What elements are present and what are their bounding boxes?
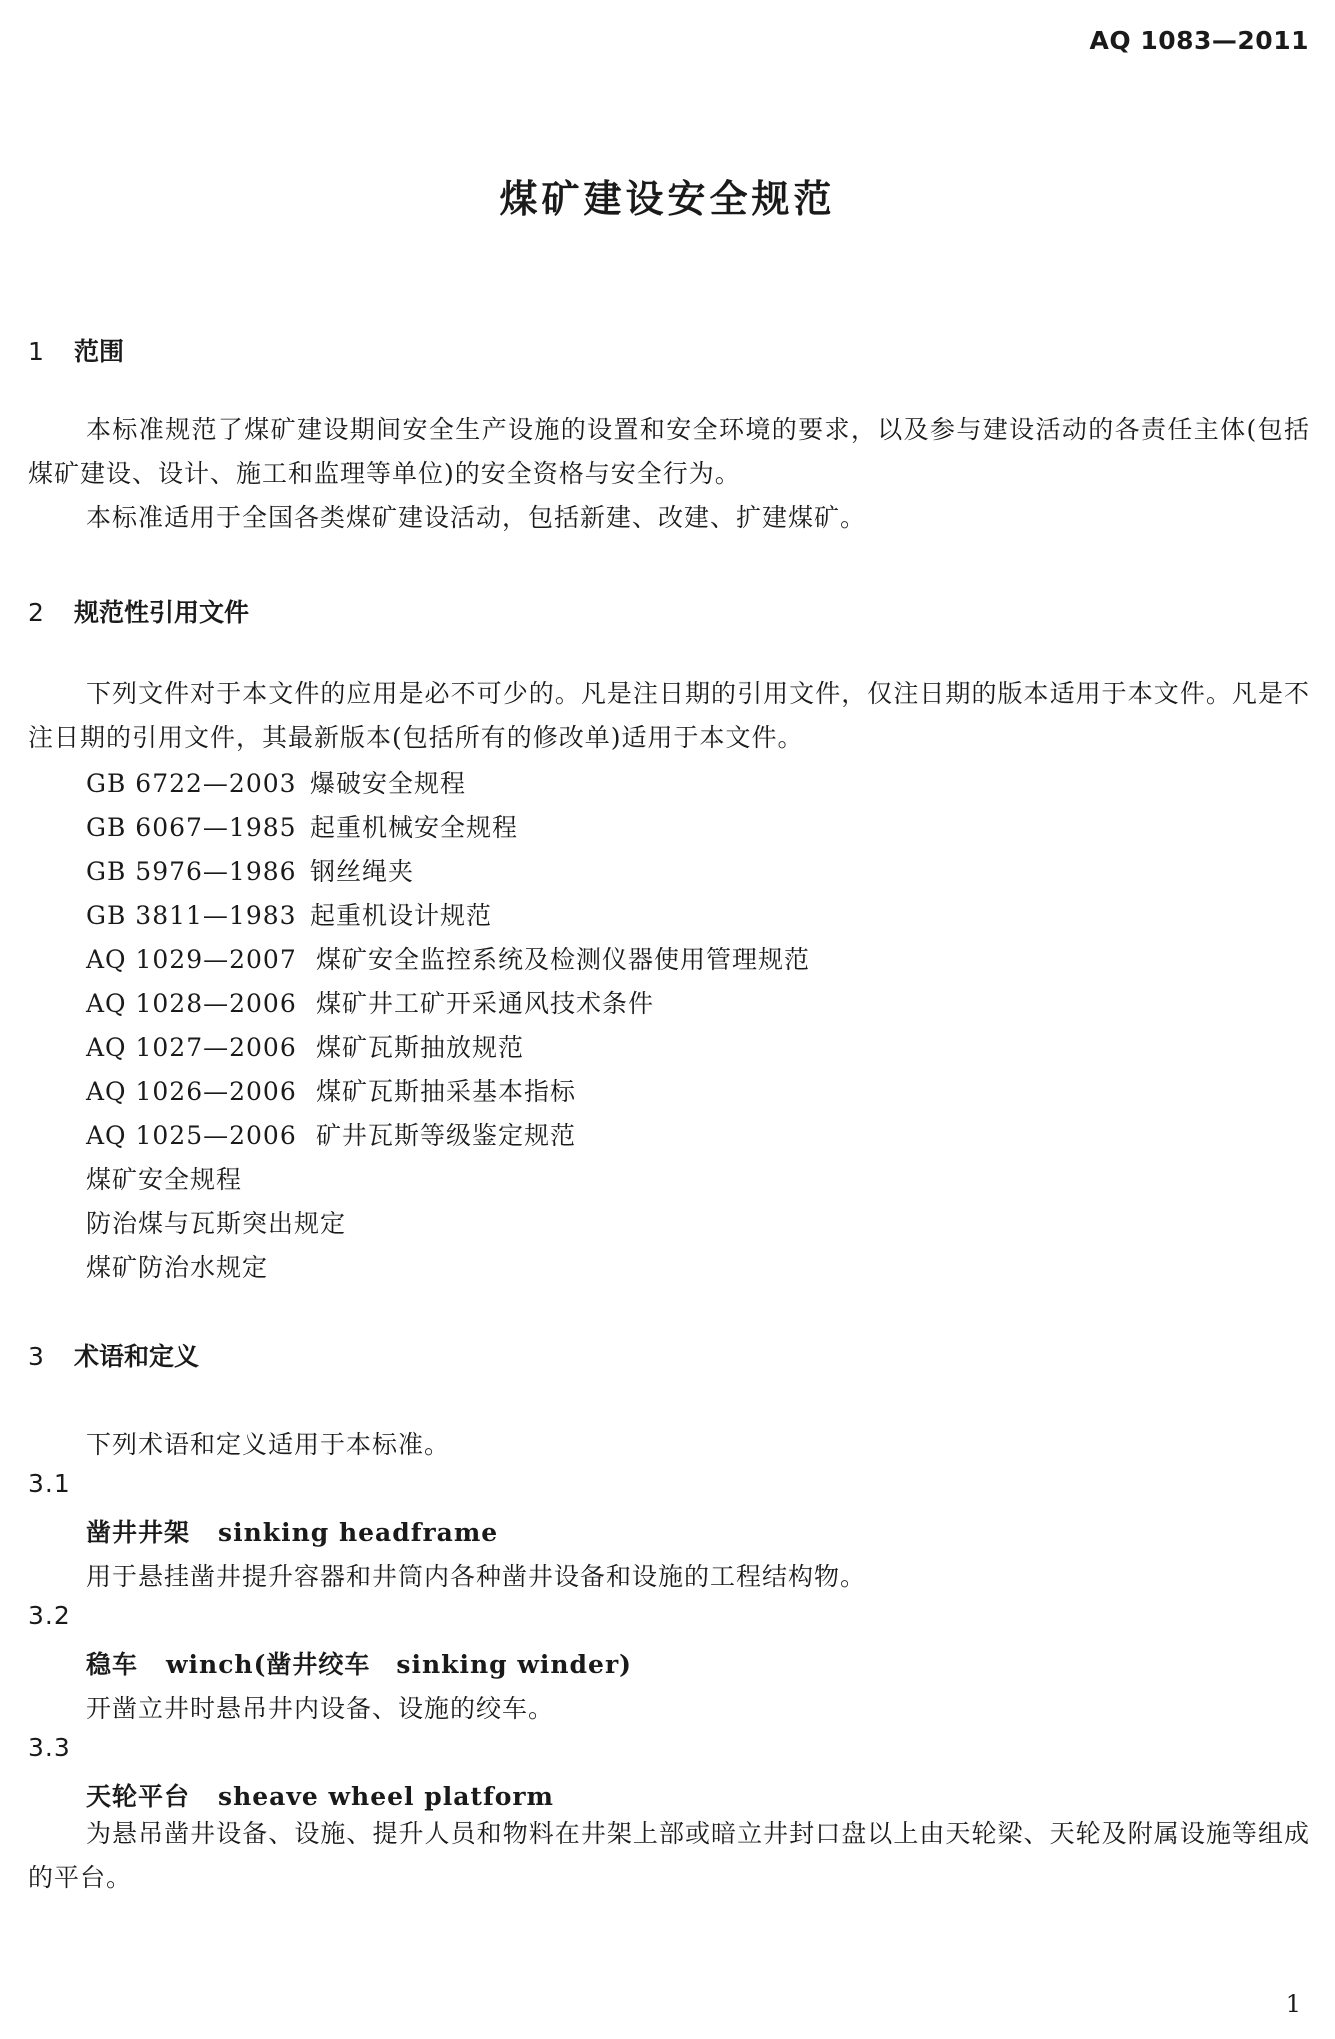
section-title: 术语和定义 [74, 1342, 200, 1371]
clause-number: 3.2 [28, 1601, 71, 1630]
paragraph: 下列术语和定义适用于本标准。 [86, 1430, 451, 1459]
reference-name: 起重机设计规范 [310, 901, 493, 930]
term-chinese: 稳车 [86, 1650, 139, 1679]
clause-number: 3.1 [28, 1469, 71, 1498]
reference-item [86, 808, 518, 844]
term-entry [86, 1513, 498, 1549]
section-number: 3 [28, 1342, 44, 1371]
term-english: sheave wheel platform [218, 1782, 554, 1811]
reference-item [86, 764, 466, 800]
term-entry [86, 1645, 632, 1681]
reference-code: AQ 1025—2006 [86, 1121, 297, 1150]
section-number: 1 [28, 337, 44, 366]
reference-item [86, 1072, 576, 1108]
reference-item [86, 852, 414, 888]
document-title: 煤矿建设安全规范 [499, 177, 836, 221]
term-entry [86, 1777, 554, 1813]
section-heading-scope [28, 332, 124, 368]
reference-item [86, 896, 492, 932]
reference-name: 矿井瓦斯等级鉴定规范 [316, 1121, 577, 1150]
paragraph: 下列文件对于本文件的应用是必不可少的。凡是注日期的引用文件，仅注日期的版本适用于本文件。凡是不注日期的引用文件，其最新版本(包括所有的修改单)适用于本文件。 [28, 679, 1310, 752]
term-chinese: 天轮平台 [86, 1782, 191, 1811]
reference-item [86, 1028, 524, 1064]
reference-code: AQ 1026—2006 [86, 1077, 297, 1106]
reference-code: GB 6067—1985 [86, 813, 297, 842]
paragraph: 本标准规范了煤矿建设期间安全生产设施的设置和安全环境的要求，以及参与建设活动的各责任主体(包括煤矿建设、设计、施工和监理等单位)的安全资格与安全行为。 [28, 415, 1310, 488]
paragraph: 本标准适用于全国各类煤矿建设活动，包括新建、改建、扩建煤矿。 [86, 503, 867, 532]
reference-code: AQ 1028—2006 [86, 989, 297, 1018]
clause-number: 3.3 [28, 1733, 71, 1762]
reference-name: 煤矿安全监控系统及检测仪器使用管理规范 [316, 945, 811, 974]
reference-code: GB 6722—2003 [86, 769, 297, 798]
term-english: winch(凿井绞车 sinking winder) [166, 1650, 632, 1679]
term-chinese: 凿井井架 [86, 1518, 191, 1547]
reference-code: GB 5976—1986 [86, 857, 297, 886]
term-definition: 为悬吊凿井设备、设施、提升人员和物料在井架上部或暗立井封口盘以上由天轮梁、天轮及附属设施等组成的平台。 [28, 1819, 1310, 1892]
reference-item [86, 940, 810, 976]
standard-code: AQ 1083—2011 [1089, 26, 1309, 55]
reference-item: 煤矿安全规程 [86, 1165, 243, 1194]
reference-name: 煤矿瓦斯抽采基本指标 [316, 1077, 577, 1106]
reference-item: 煤矿防治水规定 [86, 1253, 269, 1282]
reference-name: 煤矿井工矿开采通风技术条件 [316, 989, 655, 1018]
section-heading-terms-definitions [28, 1337, 199, 1373]
section-title: 范围 [74, 337, 125, 366]
reference-name: 爆破安全规程 [310, 769, 467, 798]
reference-item [86, 984, 654, 1020]
reference-name: 起重机械安全规程 [310, 813, 519, 842]
section-title: 规范性引用文件 [74, 598, 250, 627]
reference-code: AQ 1029—2007 [86, 945, 297, 974]
reference-item: 防治煤与瓦斯突出规定 [86, 1209, 347, 1238]
term-definition: 开凿立井时悬吊井内设备、设施的绞车。 [86, 1694, 555, 1723]
reference-name: 钢丝绳夹 [310, 857, 415, 886]
term-definition: 用于悬挂凿井提升容器和井筒内各种凿井设备和设施的工程结构物。 [86, 1562, 867, 1591]
section-number: 2 [28, 598, 44, 627]
reference-name: 煤矿瓦斯抽放规范 [316, 1033, 525, 1062]
section-heading-normative-references [28, 593, 249, 629]
reference-code: AQ 1027—2006 [86, 1033, 297, 1062]
reference-item [86, 1116, 576, 1152]
term-english: sinking headframe [218, 1518, 499, 1547]
page-number: 1 [1285, 1990, 1301, 2018]
reference-code: GB 3811—1983 [86, 901, 297, 930]
